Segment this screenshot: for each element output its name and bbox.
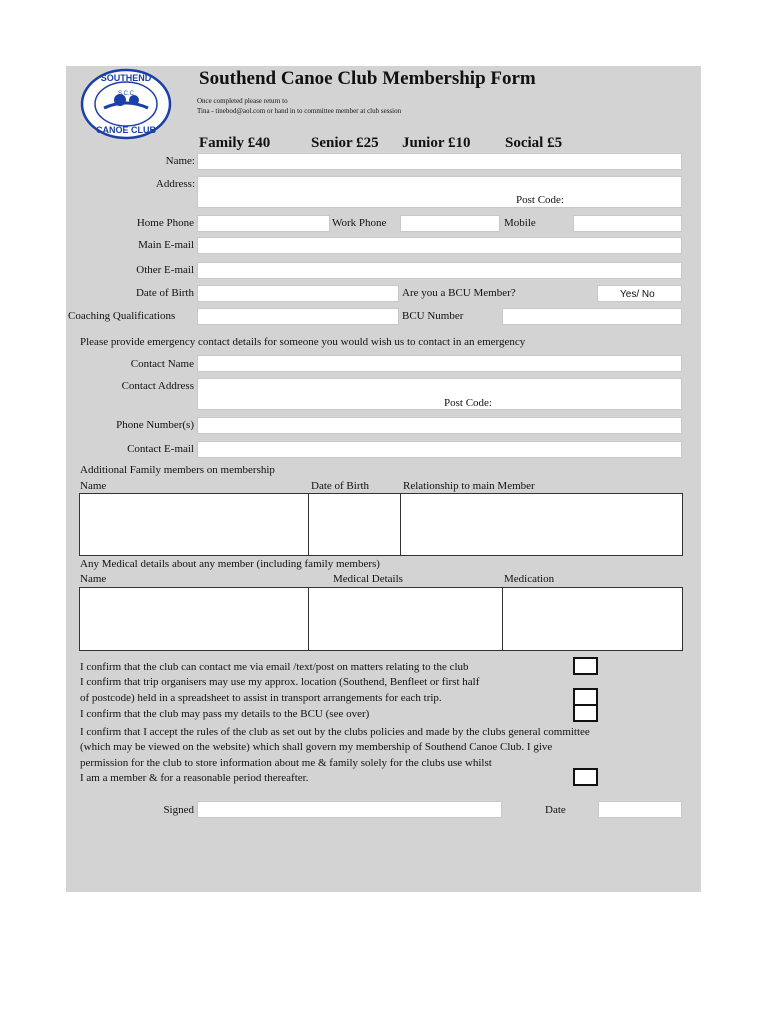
signature-date-field[interactable]: [598, 801, 682, 818]
logo-center-text: S.C.C: [117, 91, 135, 97]
emergency-intro: Please provide emergency contact details for someone you would wish us to contact in an emergency: [80, 336, 526, 348]
family-relationship-box[interactable]: [400, 493, 683, 556]
price-junior: Junior £10: [402, 135, 471, 151]
medical-col-details: Medical Details: [333, 573, 403, 585]
mobile-field[interactable]: [573, 215, 682, 232]
address-post-code-label: Post Code:: [516, 194, 564, 206]
address-field[interactable]: [197, 176, 682, 208]
consent-line-4: I confirm that the club may pass my details to the BCU (see over): [80, 708, 370, 720]
bcu-member-question: Are you a BCU Member?: [402, 287, 516, 299]
contact-name-field[interactable]: [197, 355, 682, 372]
dob-field[interactable]: [197, 285, 399, 302]
family-name-box[interactable]: [79, 493, 309, 556]
family-col-dob: Date of Birth: [311, 480, 370, 492]
return-instruction-1: Once completed please return to: [197, 97, 288, 105]
main-email-field[interactable]: [197, 237, 682, 254]
consent-line-3: of postcode) held in a spreadsheet to assist in transport arrangements for each trip.: [80, 692, 442, 704]
consent-line-2: I confirm that trip organisers may use my approx. location (Southend, Benfleet or first half: [80, 676, 480, 688]
medical-details-box[interactable]: [308, 587, 503, 651]
signed-label: Signed: [163, 804, 194, 816]
dob-label: Date of Birth: [135, 287, 194, 299]
price-social: Social £5: [505, 135, 563, 151]
consent-rules-checkbox[interactable]: [573, 768, 598, 786]
date-label: Date: [545, 804, 566, 816]
contact-address-field[interactable]: [197, 378, 682, 410]
work-phone-field[interactable]: [400, 215, 500, 232]
medical-heading: Any Medical details about any member (including family members): [80, 558, 380, 570]
form-title: Southend Canoe Club Membership Form: [199, 68, 536, 89]
bcu-member-answer-text: Yes/ No: [620, 289, 655, 300]
medical-col-medication: Medication: [504, 573, 555, 585]
medical-name-box[interactable]: [79, 587, 309, 651]
home-phone-field[interactable]: [197, 215, 330, 232]
family-col-relationship: Relationship to main Member: [403, 480, 535, 492]
mobile-label: Mobile: [504, 217, 536, 229]
coaching-field[interactable]: [197, 308, 399, 325]
price-senior: Senior £25: [311, 135, 379, 151]
contact-email-field[interactable]: [197, 441, 682, 458]
address-label: Address:: [155, 178, 195, 190]
consent-line-7: permission for the club to store information about me & family solely for the clubs use whilst: [80, 757, 492, 769]
coaching-label: Coaching Qualifications: [68, 310, 176, 322]
work-phone-label: Work Phone: [332, 217, 387, 229]
name-field[interactable]: [197, 153, 682, 170]
club-logo-icon: [80, 68, 172, 140]
consent-line-1: I confirm that the club can contact me via email /text/post on matters relating to the club: [80, 661, 469, 673]
family-dob-box[interactable]: [308, 493, 401, 556]
other-email-field[interactable]: [197, 262, 682, 279]
logo-top-text: SOUTHEND: [100, 73, 152, 83]
logo-bottom-text: CANOE CLUB: [96, 125, 156, 135]
signature-field[interactable]: [197, 801, 502, 818]
other-email-label: Other E-mail: [136, 264, 194, 276]
medical-medication-box[interactable]: [502, 587, 683, 651]
consent-bcu-checkbox[interactable]: [573, 704, 598, 722]
family-col-name: Name: [80, 480, 107, 492]
contact-name-label: Contact Name: [130, 358, 194, 370]
contact-post-code-label: Post Code:: [444, 397, 492, 409]
contact-phone-label: Phone Number(s): [116, 419, 194, 431]
return-instruction-2: Tina - tinebod@aol.com or hand in to committee member at club session: [197, 107, 402, 115]
home-phone-label: Home Phone: [136, 217, 194, 229]
price-family: Family £40: [199, 135, 271, 151]
contact-address-label: Contact Address: [121, 380, 194, 392]
bcu-number-label: BCU Number: [402, 310, 464, 322]
main-email-label: Main E-mail: [138, 239, 194, 251]
consent-line-8: I am a member & for a reasonable period thereafter.: [80, 772, 309, 784]
contact-phone-field[interactable]: [197, 417, 682, 434]
bcu-number-field[interactable]: [502, 308, 682, 325]
consent-contact-checkbox[interactable]: [573, 657, 598, 675]
medical-col-name: Name: [80, 573, 107, 585]
name-label: Name:: [165, 155, 195, 167]
family-heading: Additional Family members on membership: [80, 464, 275, 476]
contact-email-label: Contact E-mail: [127, 443, 194, 455]
consent-line-5: I confirm that I accept the rules of the club as set out by the clubs policies and made by the clubs general committee: [80, 726, 590, 738]
consent-line-6: (which may be viewed on the website) which shall govern my membership of Southend Canoe Club. I give: [80, 741, 553, 753]
